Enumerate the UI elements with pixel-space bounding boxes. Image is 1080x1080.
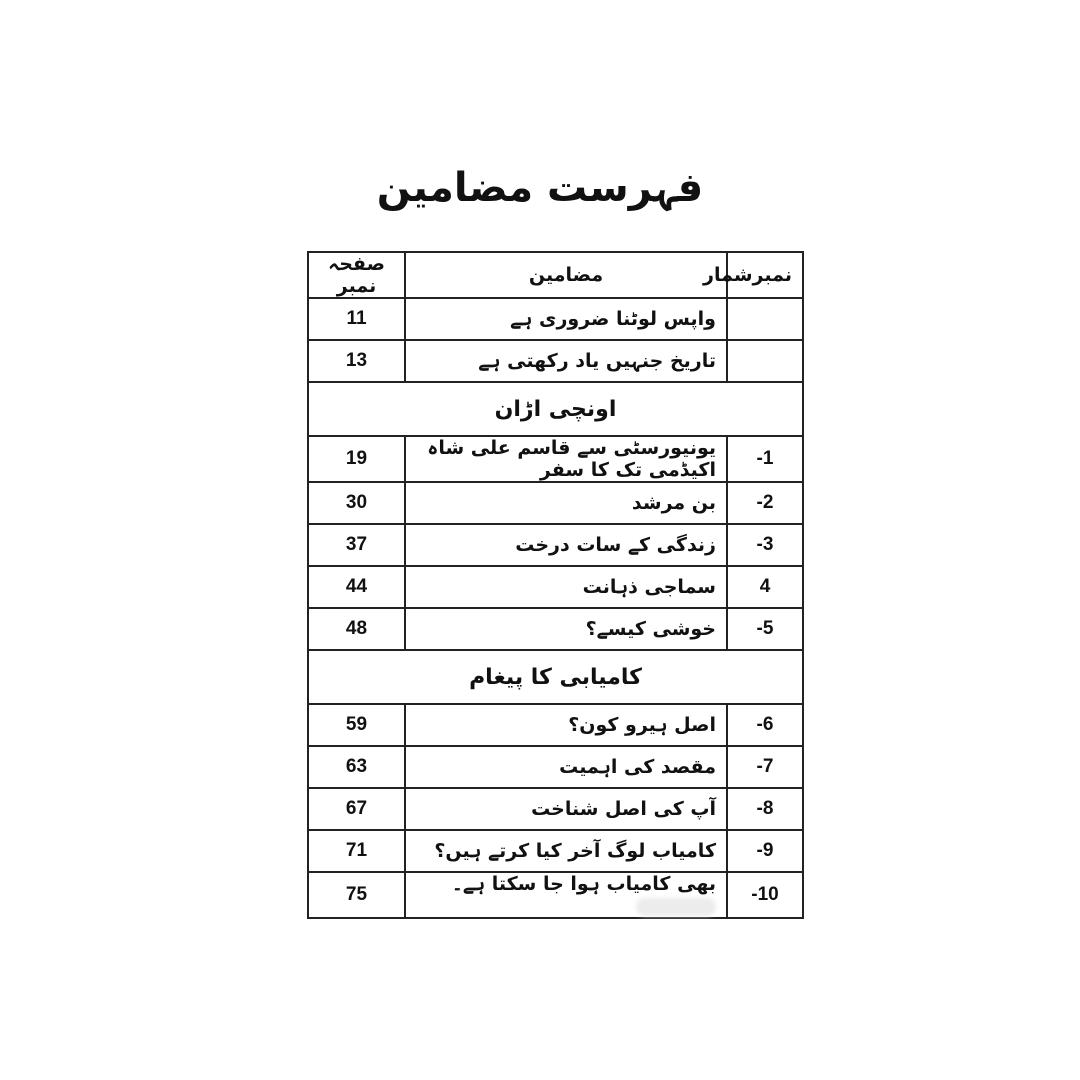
row-number xyxy=(727,340,803,382)
row-number: -10 xyxy=(727,872,803,918)
row-title: اصل ہیرو کون؟ xyxy=(405,704,727,746)
table-row xyxy=(308,298,803,340)
row-title xyxy=(405,872,727,918)
row-number: -8 xyxy=(727,788,803,830)
row-page: 75 xyxy=(308,872,405,918)
row-page: 48 xyxy=(308,608,405,650)
table-row xyxy=(308,340,803,382)
row-number: -9 xyxy=(727,830,803,872)
section-heading: اونچی اڑان xyxy=(308,382,803,436)
table-row xyxy=(308,436,803,482)
section-heading-row xyxy=(308,650,803,704)
page-title: فہرست مضامین xyxy=(376,165,704,211)
row-title: واپس لوٹنا ضروری ہے xyxy=(405,298,727,340)
table-row xyxy=(308,704,803,746)
row-number: -6 xyxy=(727,704,803,746)
row-title-text: بھی کامیاب ہوا جا سکتا ہے۔ xyxy=(451,873,716,895)
row-page: 67 xyxy=(308,788,405,830)
row-page: 11 xyxy=(308,298,405,340)
row-page: 44 xyxy=(308,566,405,608)
table-row xyxy=(308,566,803,608)
row-title: زندگی کے سات درخت xyxy=(405,524,727,566)
row-number xyxy=(727,298,803,340)
row-title: کامیاب لوگ آخر کیا کرتے ہیں؟ xyxy=(405,830,727,872)
row-page: 71 xyxy=(308,830,405,872)
redacted-blur xyxy=(636,898,716,916)
row-number: -1 xyxy=(727,436,803,482)
table-row xyxy=(308,482,803,524)
row-title: سماجی ذہانت xyxy=(405,566,727,608)
row-page: 19 xyxy=(308,436,405,482)
table-row xyxy=(308,830,803,872)
row-page: 13 xyxy=(308,340,405,382)
table-row xyxy=(308,872,803,918)
row-number: -3 xyxy=(727,524,803,566)
section-heading: کامیابی کا پیغام xyxy=(308,650,803,704)
row-page: 59 xyxy=(308,704,405,746)
row-number: -5 xyxy=(727,608,803,650)
row-title: یونیورسٹی سے قاسم علی شاہ اکیڈمی تک کا سفر xyxy=(405,436,727,482)
row-title: تاریخ جنہیں یاد رکھتی ہے xyxy=(405,340,727,382)
table-row xyxy=(308,746,803,788)
section-heading-row xyxy=(308,382,803,436)
table-row xyxy=(308,608,803,650)
header-topics: مضامین xyxy=(405,252,727,298)
row-page: 63 xyxy=(308,746,405,788)
row-number: 4 xyxy=(727,566,803,608)
row-title: خوشی کیسے؟ xyxy=(405,608,727,650)
header-number: نمبرشمار xyxy=(727,252,803,298)
row-number: -7 xyxy=(727,746,803,788)
row-number: -2 xyxy=(727,482,803,524)
row-page: 37 xyxy=(308,524,405,566)
table-row xyxy=(308,788,803,830)
table-of-contents xyxy=(307,251,804,919)
row-title: بن مرشد xyxy=(405,482,727,524)
row-title: مقصد کی اہمیت xyxy=(405,746,727,788)
row-page: 30 xyxy=(308,482,405,524)
header-row xyxy=(308,252,803,298)
table-row xyxy=(308,524,803,566)
row-title: آپ کی اصل شناخت xyxy=(405,788,727,830)
header-page: صفحہ نمبر xyxy=(308,252,405,298)
